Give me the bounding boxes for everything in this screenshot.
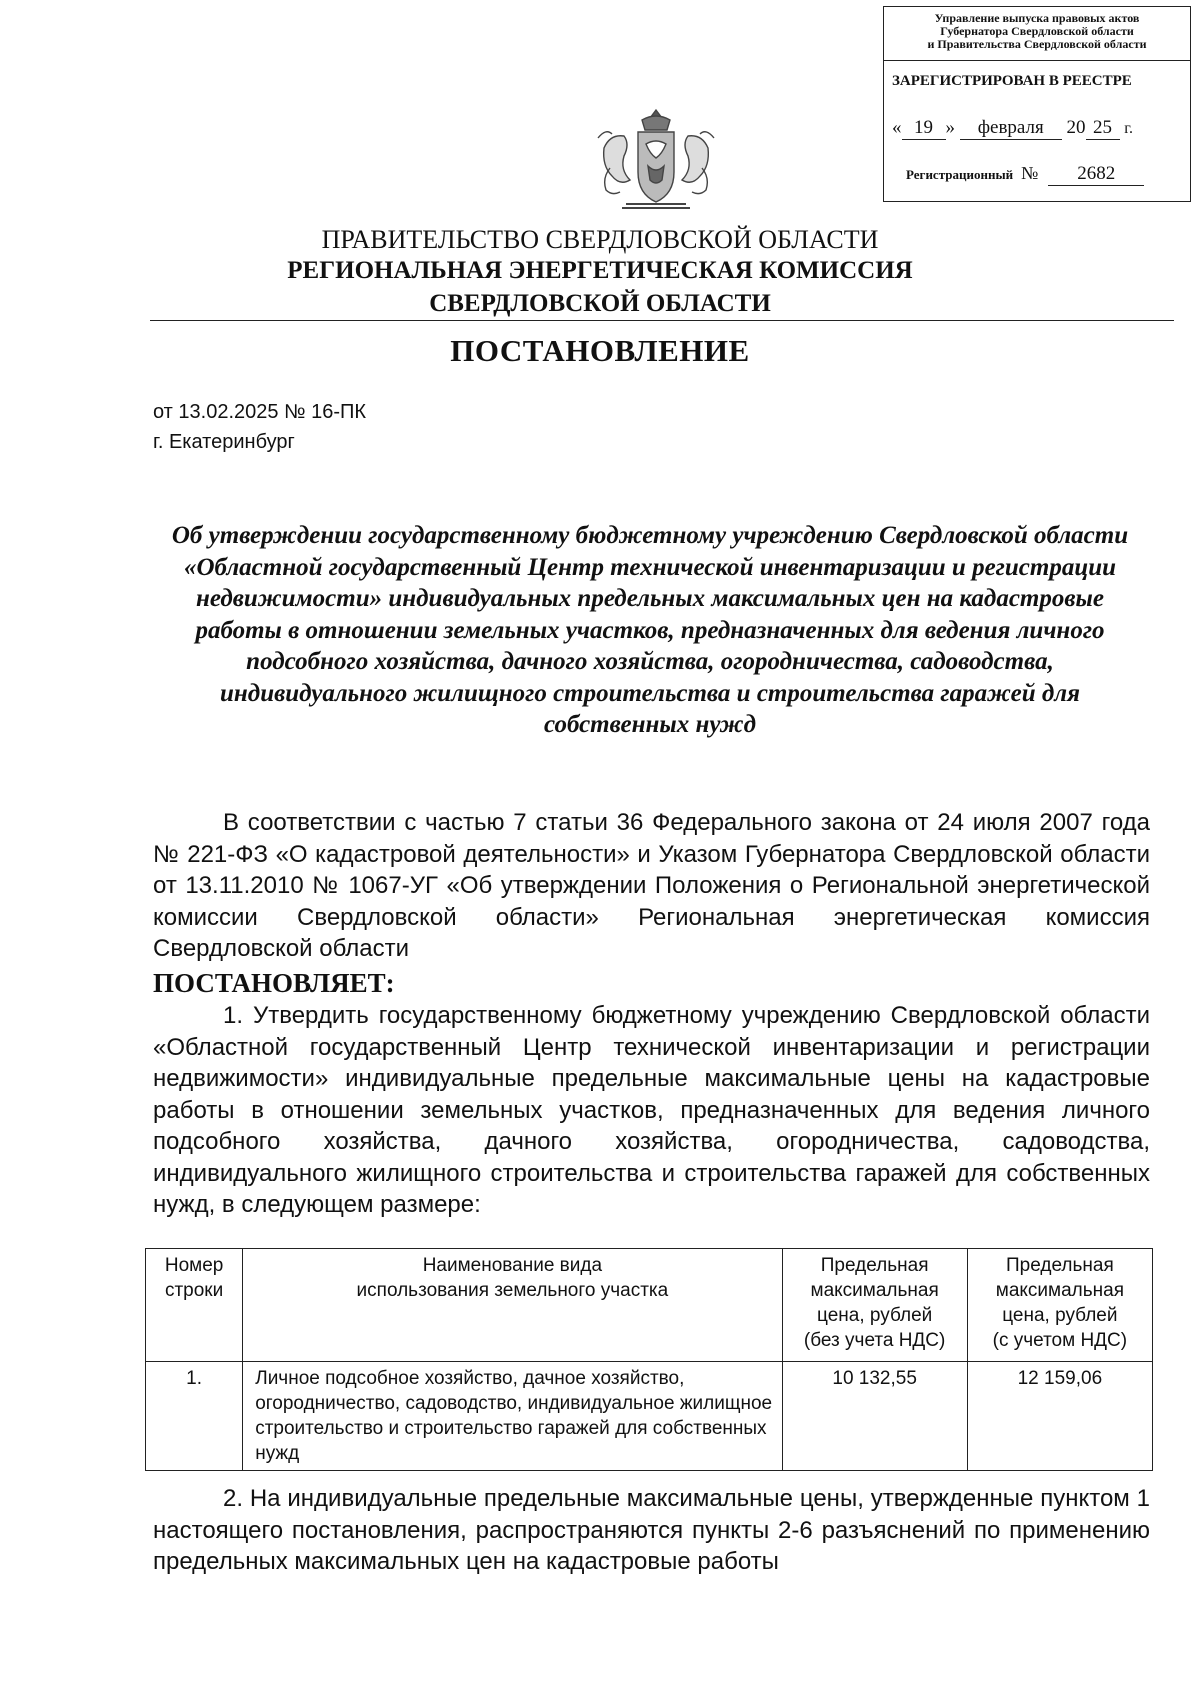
stamp-reg-number [906,163,1144,186]
header-text: использования земельного участка [356,1280,669,1301]
table-header-row [146,1249,1153,1362]
cell-row-number: 1. [146,1362,243,1471]
header-text: максимальная [995,1280,1124,1301]
commission-name-line1: РЕГИОНАЛЬНАЯ ЭНЕРГЕТИЧЕСКАЯ КОМИССИЯ [287,257,913,284]
government-name: ПРАВИТЕЛЬСТВО СВЕРДЛОВСКОЙ ОБЛАСТИ [321,225,879,254]
stamp-header-line: Управление выпуска правовых актов [934,11,1140,25]
stamp-reg-number-value: 2682 [1048,163,1144,186]
stamp-number-sign: № [1021,163,1039,183]
header-row-number [146,1249,243,1362]
prices-table [145,1248,1153,1471]
header-text: строки [164,1280,224,1301]
stamp-date-day: 19 [902,117,946,140]
cell-land-use-type: Личное подсобное хозяйство, дачное хозяйство, огородничество, садоводство, индивидуальное жилищное строительство и строительство гаражей для собственных нужд [243,1362,782,1471]
decrees-heading: ПОСТАНОВЛЯЕТ: [153,968,395,998]
header-text: Наименование вида [422,1255,603,1276]
cell-price-with-vat: 12 159,06 [967,1362,1152,1471]
header-text: Предельная [820,1255,929,1276]
cell-price-without-vat: 10 132,55 [782,1362,967,1471]
document-type-title: ПОСТАНОВЛЕНИЕ [450,333,750,368]
stamp-date-year-prefix: 20 [1066,117,1086,138]
stamp-date-open-quote: « [892,117,902,138]
header-text: Предельная [1006,1255,1114,1276]
header-divider [150,320,1174,321]
stamp-header-line: Губернатора Свердловской области [940,24,1134,38]
stamp-date-month: февраля [960,117,1062,140]
stamp-date [892,117,1133,140]
header-text: Номер [164,1255,224,1276]
stamp-header [884,7,1190,61]
stamp-date-close-quote: » [945,117,955,138]
header-text: (без учета НДС) [803,1330,946,1351]
header-price-with-vat [967,1249,1152,1362]
stamp-reg-number-label: Регистрационный [906,167,1014,182]
item-2-paragraph: 2. На индивидуальные предельные максимальные цены, утвержденные пунктом 1 настоящего постановления, распространяются пункты 2-6 разъяснений по применению предельных максимальных цен на кадастровые работы [153,1485,1150,1575]
registry-stamp [883,6,1191,202]
stamp-date-year-unit: г. [1124,120,1134,137]
stamp-header-line: и Правительства Свердловской области [927,37,1147,51]
document-subject: Об утверждении государственному бюджетному учреждению Свердловской области «Областной государственный Центр технической инвентаризации и регистрации недвижимости» индивидуальных предельных максимальных цен на кадастровые работы в отношении земельных участков, предназначенных для ведения личного подсобного хозяйства, дачного хозяйства, огородничества, садоводства, индивидуального жилищного строительства и строительства гаражей для собственных нужд [171,522,1129,738]
document-date-number: от 13.02.2025 № 16-ПК [153,401,366,423]
preamble-paragraph: В соответствии с частью 7 статьи 36 Федерального закона от 24 июля 2007 года № 221-ФЗ «О кадастровой деятельности» и Указом Губернатора Свердловской области от 13.11.2010 № 1067-УГ «Об утверждении Положения о Региональной энергетической комиссии Свердловской области» Региональная энергетическая комиссия Свердловской области [153,809,1150,962]
header-price-without-vat [782,1249,967,1362]
header-land-use-type [243,1249,782,1362]
header-text: цена, рублей [1002,1305,1118,1326]
stamp-registered-label: ЗАРЕГИСТРИРОВАН В РЕЕСТРЕ [892,73,1132,89]
header-text: (с учетом НДС) [992,1330,1128,1351]
coat-of-arms-icon [586,108,726,218]
table-row [146,1362,1153,1471]
item-1-paragraph: 1. Утвердить государственному бюджетному учреждению Свердловской области «Областной государственный Центр технической инвентаризации и регистрации недвижимости» индивидуальные предельные максимальные цены на кадастровые работы в отношении земельных участков, предназначенных для ведения личного подсобного хозяйства, дачного хозяйства, огородничества, садоводства, индивидуального жилищного строительства и строительства гаражей для собственных нужд, в следующем размере: [153,1002,1150,1218]
commission-name-line2: СВЕРДЛОВСКОЙ ОБЛАСТИ [429,290,771,317]
stamp-date-year-suffix: 25 [1086,117,1120,140]
header-text: максимальная [810,1280,939,1301]
document-city: г. Екатеринбург [153,431,295,453]
header-text: цена, рублей [817,1305,933,1326]
